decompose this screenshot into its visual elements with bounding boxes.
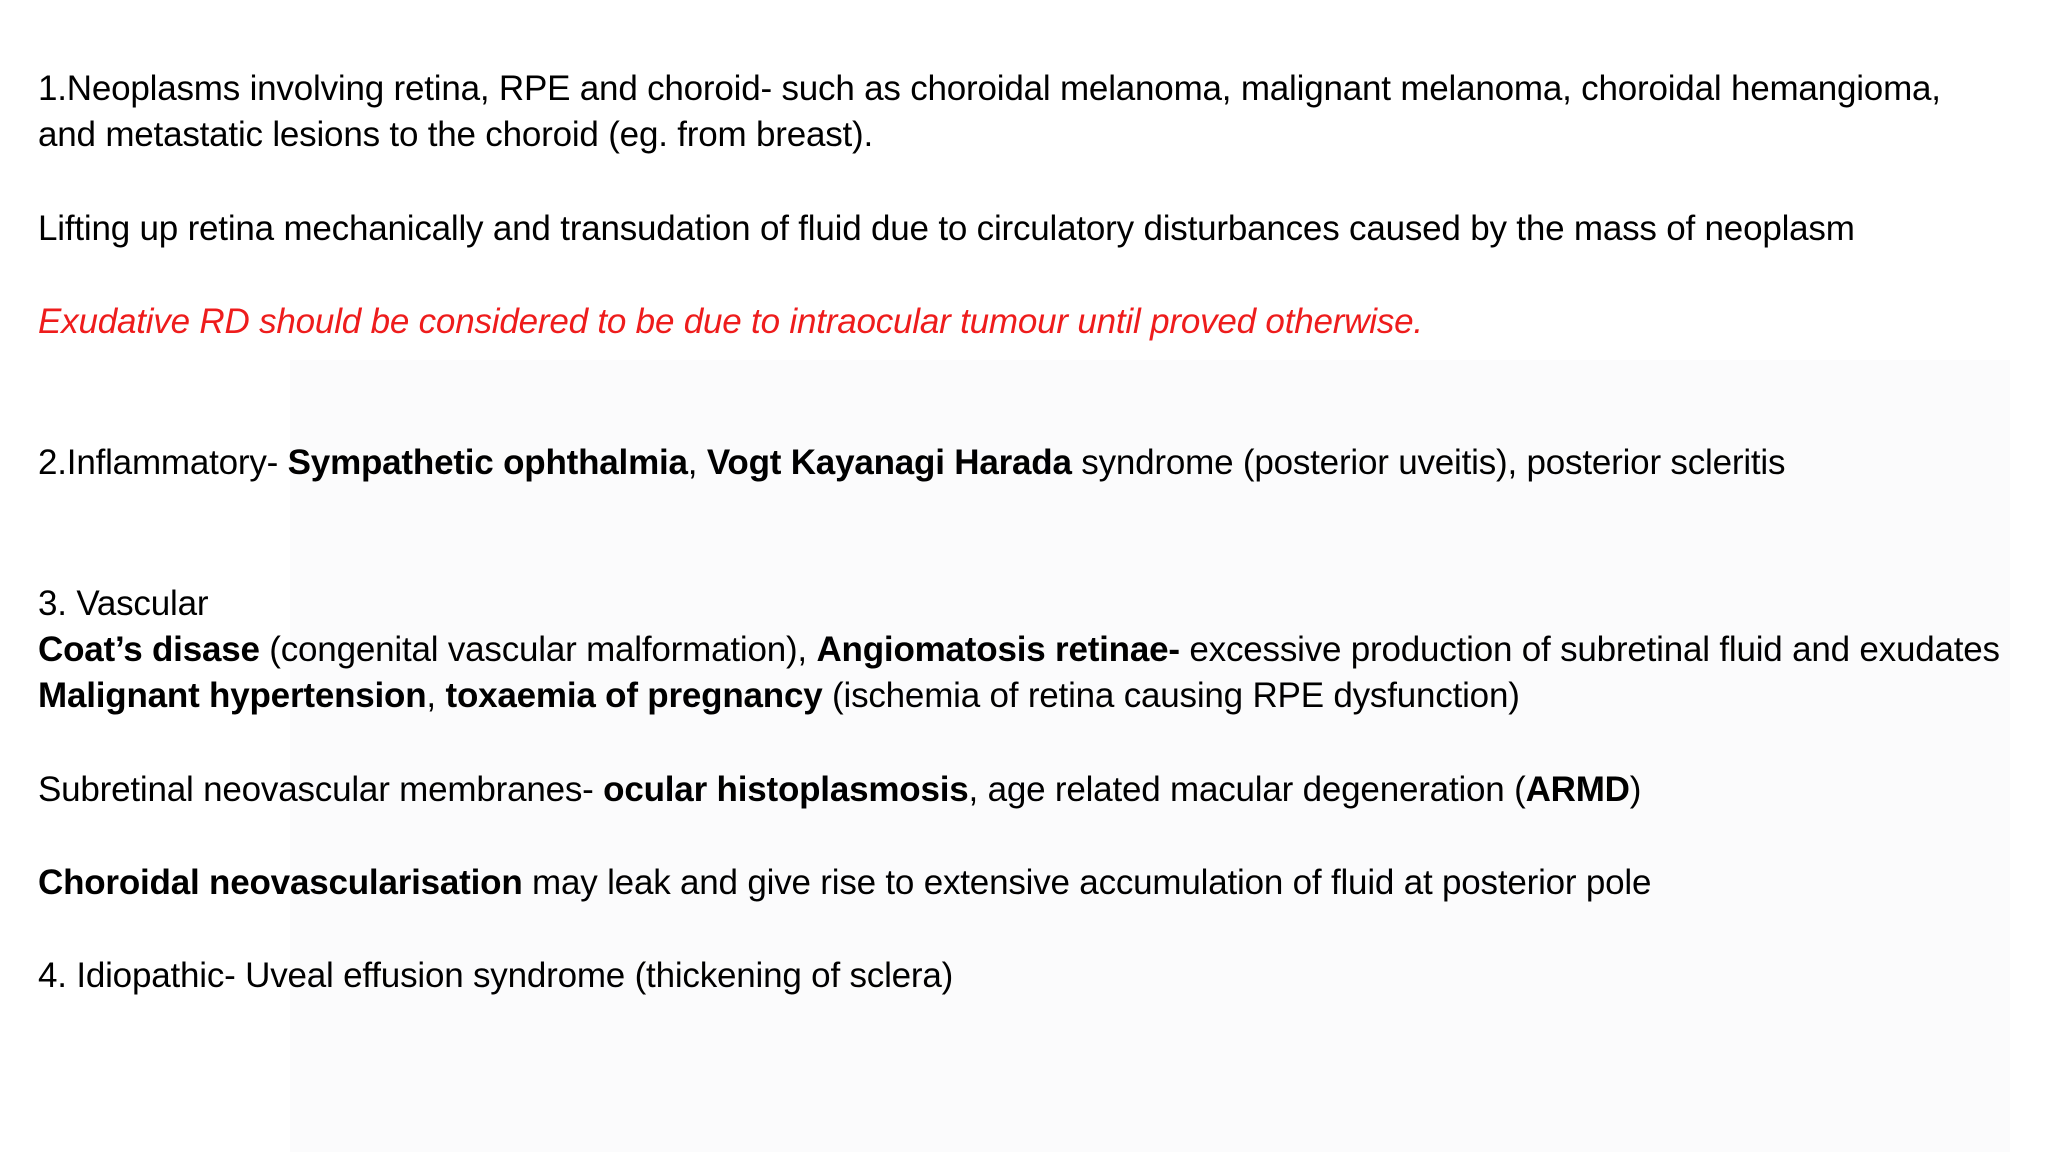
vkh-term: Vogt Kayanagi Harada	[706, 443, 1072, 482]
inflammatory-line	[38, 440, 1785, 486]
subretinal-end: )	[1629, 770, 1642, 809]
idiopathic-line: 4. Idiopathic- Uveal effusion syndrome (thickening of sclera)	[38, 956, 954, 995]
angiomatosis-term: Angiomatosis retinae-	[816, 630, 1180, 669]
neoplasm-mechanism: Lifting up retina mechanically and transudation of fluid due to circulatory disturbances caused by the mass of neoplasm	[38, 209, 1855, 248]
histoplasmosis-term: ocular histoplasmosis	[603, 770, 969, 809]
inflammatory-suffix: syndrome (posterior uveitis), posterior scleritis	[1071, 443, 1786, 482]
neoplasm-line-2: and metastatic lesions to the choroid (eg. from breast).	[38, 115, 874, 154]
subretinal-prefix: Subretinal neovascular membranes-	[38, 770, 604, 809]
hypertension-line	[38, 673, 1520, 719]
subretinal-mid: , age related macular degeneration (	[968, 770, 1526, 809]
cnv-term: Choroidal neovascularisation	[38, 863, 523, 902]
angiomatosis-desc: excessive production of subretinal fluid and exudates	[1179, 630, 2000, 669]
sympathetic-ophthalmia-term: Sympathetic ophthalmia	[287, 443, 688, 482]
subretinal-line	[38, 767, 1641, 813]
cnv-line	[38, 860, 1651, 906]
inflammatory-separator: ,	[687, 443, 707, 482]
vascular-heading: 3. Vascular	[38, 584, 209, 623]
neoplasm-line-1: 1.Neoplasms involving retina, RPE and choroid- such as choroidal melanoma, malignant melanoma, choroidal hemangioma,	[38, 69, 1941, 108]
inflammatory-prefix: 2.Inflammatory-	[38, 443, 288, 482]
hypertension-separator: ,	[426, 676, 446, 715]
coats-desc: (congenital vascular malformation),	[259, 630, 817, 669]
armd-abbr: ARMD	[1525, 770, 1630, 809]
toxaemia-desc: (ischemia of retina causing RPE dysfunction)	[822, 676, 1520, 715]
coats-line	[38, 627, 2000, 673]
toxaemia-term: toxaemia of pregnancy	[445, 676, 823, 715]
exudative-rd-note: Exudative RD should be considered to be due to intraocular tumour until proved otherwise.	[38, 302, 1423, 341]
malignant-hypertension-term: Malignant hypertension	[38, 676, 427, 715]
cnv-desc: may leak and give rise to extensive accumulation of fluid at posterior pole	[522, 863, 1652, 902]
coats-term: Coat’s disase	[38, 630, 260, 669]
